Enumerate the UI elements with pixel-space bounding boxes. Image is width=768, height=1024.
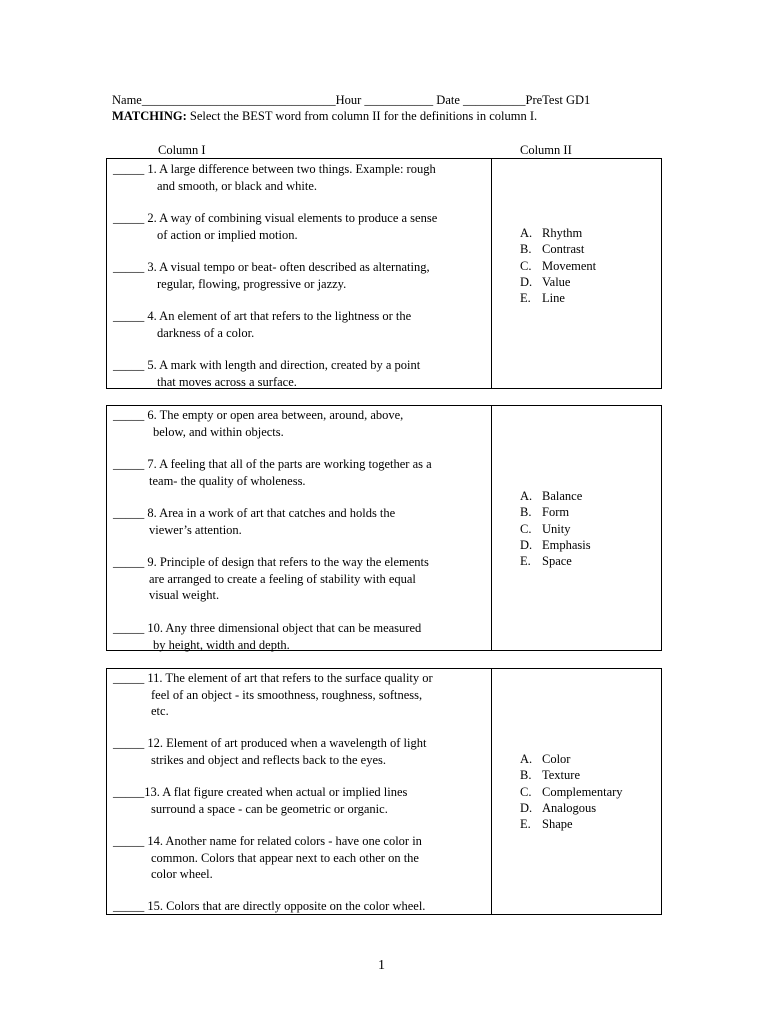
- option-a: A. Balance: [520, 489, 583, 503]
- question-11: _____ 11. The element of art that refers to the surface quality or feel of an object - its smoothness, roughness, softness, etc.: [113, 671, 433, 718]
- option-a: A. Color: [520, 752, 571, 766]
- page-number: 1: [378, 958, 385, 973]
- matching-section-1: [106, 158, 662, 389]
- question-8: _____ 8. Area in a work of art that catches and holds the viewer’s attention.: [113, 506, 396, 537]
- matching-section-2: [106, 405, 662, 651]
- question-5: _____ 5. A mark with length and direction, created by a point that moves across a surface.: [113, 358, 421, 389]
- matching-label: MATCHING:: [112, 109, 187, 123]
- question-1: _____ 1. A large difference between two things. Example: rough and smooth, or black and white.: [113, 162, 436, 193]
- answer-options-1: [520, 225, 596, 306]
- name-hour-date-line: Name_______________________________Hour ___________ Date __________PreTest GD1: [112, 93, 591, 107]
- answer-options-2: [520, 488, 591, 569]
- question-3: _____ 3. A visual tempo or beat- often described as alternating, regular, flowing, progressive or jazzy.: [113, 260, 430, 291]
- question-10: _____ 10. Any three dimensional object that can be measured by height, width and depth.: [113, 621, 422, 652]
- question-13: _____13. A flat figure created when actual or implied lines surround a space - can be geometric or organic.: [113, 785, 408, 816]
- option-e: E. Line: [520, 291, 565, 306]
- question-2: _____ 2. A way of combining visual elements to produce a sense of action or implied motion.: [113, 211, 438, 242]
- question-14: _____ 14. Another name for related colors - have one color in common. Colors that appear next to each other on the color wheel.: [113, 834, 422, 881]
- matching-section-3: [106, 668, 662, 915]
- question-15: _____ 15. Colors that are directly opposite on the color wheel.: [113, 899, 426, 913]
- column-ii-header: Column II: [520, 143, 572, 157]
- option-d: D. Analogous: [520, 800, 597, 815]
- question-4: _____ 4. An element of art that refers to the lightness or the darkness of a color.: [113, 309, 412, 340]
- option-c: C. Unity: [520, 521, 571, 536]
- instructions-line: [112, 108, 672, 124]
- question-12: _____ 12. Element of art produced when a wavelength of light strikes and object and reflects back to the eyes.: [113, 736, 427, 767]
- option-b: B. Contrast: [520, 242, 585, 257]
- column-divider: [491, 159, 492, 388]
- question-6: _____ 6. The empty or open area between, around, above, below, and within objects.: [113, 408, 404, 439]
- option-b: B. Texture: [520, 768, 580, 783]
- option-e: E. Shape: [520, 817, 573, 832]
- option-d: D. Emphasis: [520, 537, 591, 552]
- question-9: _____ 9. Principle of design that refers to the way the elements are arranged to create a feeling of stability with equal visual weight.: [113, 555, 429, 602]
- option-d: D. Value: [520, 274, 571, 289]
- instructions-text: Select the BEST word from column II for the definitions in column I.: [186, 109, 538, 123]
- column-divider: [491, 669, 492, 914]
- option-b: B. Form: [520, 505, 570, 520]
- worksheet-header: [112, 92, 672, 124]
- question-7: _____ 7. A feeling that all of the parts are working together as a team- the quality of wholeness.: [113, 457, 432, 488]
- option-c: C. Movement: [520, 258, 597, 273]
- answer-options-3: [520, 751, 623, 832]
- column-i-header: Column I: [158, 143, 206, 157]
- option-c: C. Complementary: [520, 784, 623, 799]
- column-divider: [491, 406, 492, 650]
- option-a: A. Rhythm: [520, 226, 583, 240]
- option-e: E. Space: [520, 554, 572, 569]
